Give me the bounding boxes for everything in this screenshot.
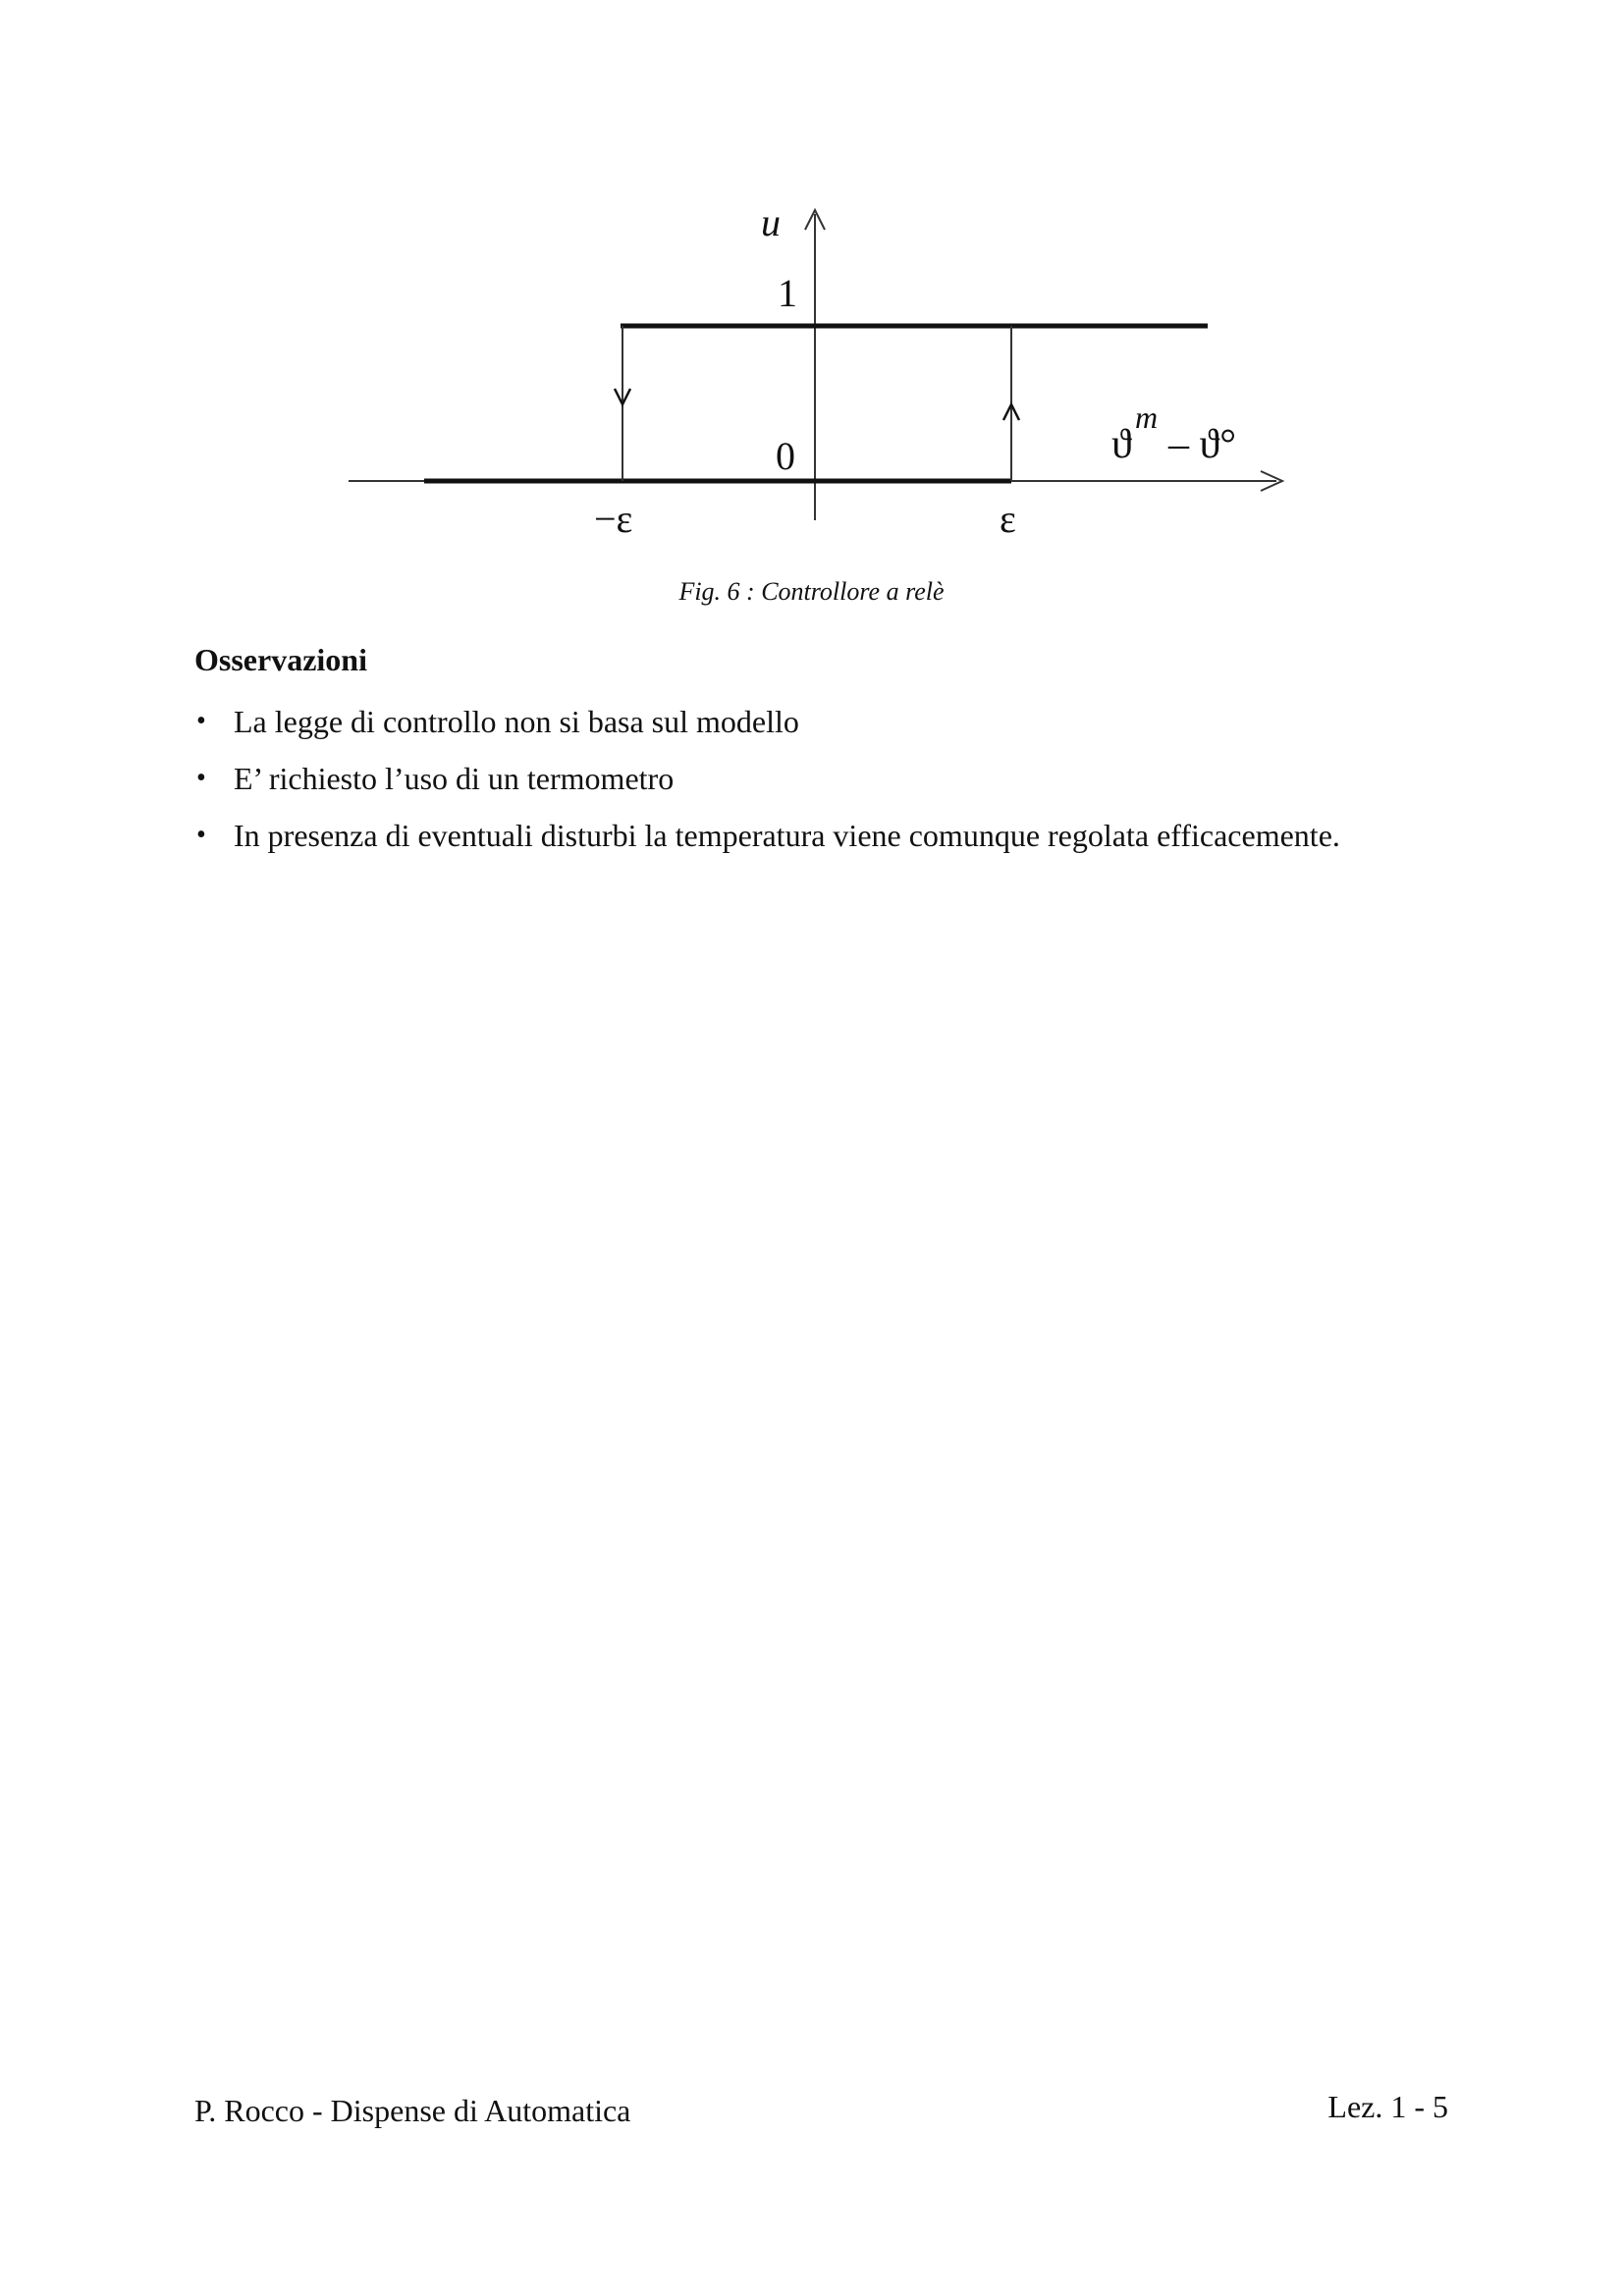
- x-axis-label-superscript: m: [1135, 400, 1159, 435]
- y-level-high-label: 1: [778, 271, 797, 315]
- x-axis-label: [1111, 400, 1236, 467]
- bullet-icon: •: [196, 763, 206, 793]
- x-axis-label-rest: – ϑ°: [1168, 422, 1237, 467]
- list-item-text: In presenza di eventuali disturbi la temperatura viene comunque regolata efficacemente.: [234, 818, 1340, 853]
- list-item: [194, 693, 1340, 750]
- x-axis-label-theta: ϑ: [1111, 422, 1132, 467]
- bullet-icon: •: [196, 820, 206, 850]
- x-tick-pos-epsilon: ε: [1000, 497, 1016, 541]
- section-title: Osservazioni: [194, 642, 367, 677]
- list-item-text: E’ richiesto l’uso di un termometro: [234, 761, 675, 796]
- list-item: [194, 750, 1340, 807]
- footer-author: P. Rocco - Dispense di Automatica: [194, 2093, 631, 2128]
- observations-list: [194, 693, 1340, 864]
- footer-page-number: Lez. 1 - 5: [1327, 2089, 1448, 2124]
- relay-controller-diagram: [0, 0, 1623, 589]
- x-tick-neg-epsilon: −ε: [594, 497, 633, 541]
- y-axis-label: u: [761, 200, 781, 244]
- list-item-text: La legge di controllo non si basa sul modello: [234, 704, 799, 739]
- y-level-low-label: 0: [776, 434, 795, 478]
- figure-caption: Fig. 6 : Controllore a relè: [678, 577, 945, 606]
- list-item: [194, 807, 1340, 864]
- bullet-icon: •: [196, 706, 206, 736]
